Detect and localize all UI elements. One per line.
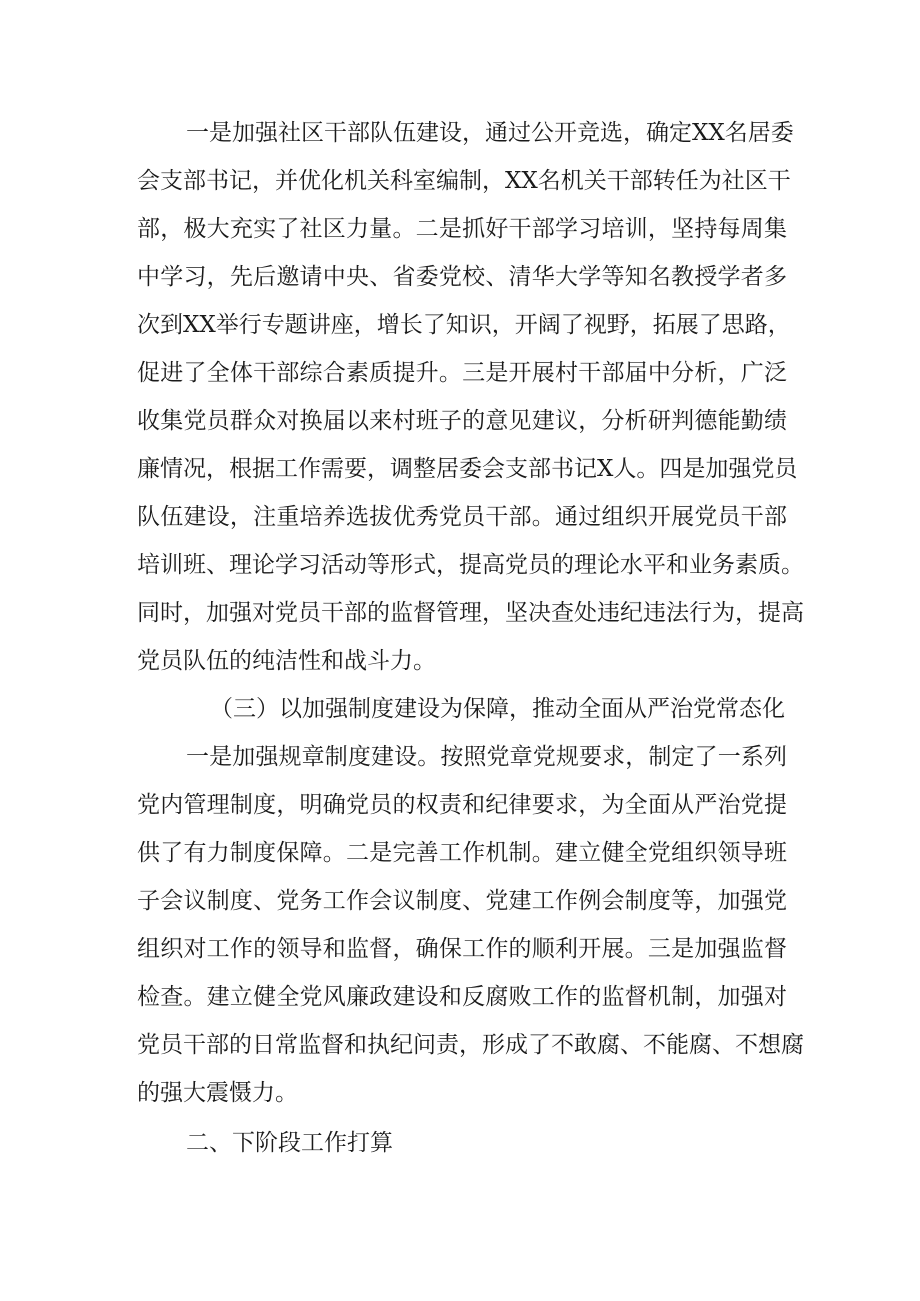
paragraph-1-line-11: 同时，加强对党员干部的监督管理，坚决查处违纪违法行为，提高 bbox=[137, 600, 804, 626]
paragraph-1-line-12: 党员队伍的纯洁性和战斗力。 bbox=[137, 648, 436, 674]
paragraph-2-line-1: 一是加强规章制度建设。按照党章党规要求，制定了一系列 bbox=[186, 744, 787, 770]
paragraph-1-line-7: 收集党员群众对换届以来村班子的意见建议，分析研判德能勤绩 bbox=[137, 408, 787, 434]
paragraph-2-line-7: 党员干部的日常监督和执纪问责，形成了不敢腐、不能腐、不想腐 bbox=[137, 1032, 804, 1058]
paragraph-1-line-5: 次到XX举行专题讲座，增长了知识，开阔了视野，拓展了思路， bbox=[137, 312, 791, 338]
paragraph-2-line-3: 供了有力制度保障。二是完善工作机制。建立健全党组织领导班 bbox=[137, 840, 787, 866]
paragraph-1-line-8: 廉情况，根据工作需要，调整居委会支部书记X人。四是加强党员 bbox=[137, 456, 798, 482]
paragraph-2-line-6: 检查。建立健全党风廉政建设和反腐败工作的监督机制，加强对 bbox=[137, 984, 787, 1010]
paragraph-1-line-2: 会支部书记，并优化机关科室编制，XX名机关干部转任为社区干 bbox=[137, 168, 791, 194]
paragraph-1-line-1: 一是加强社区干部队伍建设，通过公开竞选，确定XX名居委 bbox=[186, 120, 794, 146]
paragraph-1-line-6: 促进了全体干部综合素质提升。三是开展村干部届中分析，广泛 bbox=[137, 360, 787, 386]
paragraph-1-line-10: 培训班、理论学习活动等形式，提高党员的理论水平和业务素质。 bbox=[137, 552, 804, 578]
paragraph-2-line-2: 党内管理制度，明确党员的权责和纪律要求，为全面从严治党提 bbox=[137, 792, 787, 818]
paragraph-1-line-9: 队伍建设，注重培养选拔优秀党员干部。通过组织开展党员干部 bbox=[137, 504, 787, 530]
paragraph-2-line-5: 组织对工作的领导和监督，确保工作的顺利开展。三是加强监督 bbox=[137, 936, 787, 962]
paragraph-1-line-4: 中学习，先后邀请中央、省委党校、清华大学等知名教授学者多 bbox=[137, 264, 787, 290]
paragraph-1-line-3: 部，极大充实了社区力量。二是抓好干部学习培训，坚持每周集 bbox=[137, 216, 787, 242]
section-3-heading: （三）以加强制度建设为保障，推动全面从严治党常态化 bbox=[210, 696, 785, 722]
paragraph-2-line-8: 的强大震慑力。 bbox=[137, 1080, 298, 1106]
paragraph-2-line-4: 子会议制度、党务工作会议制度、党建工作例会制度等，加强党 bbox=[137, 888, 787, 914]
section-2-heading: 二、下阶段工作打算 bbox=[186, 1130, 393, 1156]
